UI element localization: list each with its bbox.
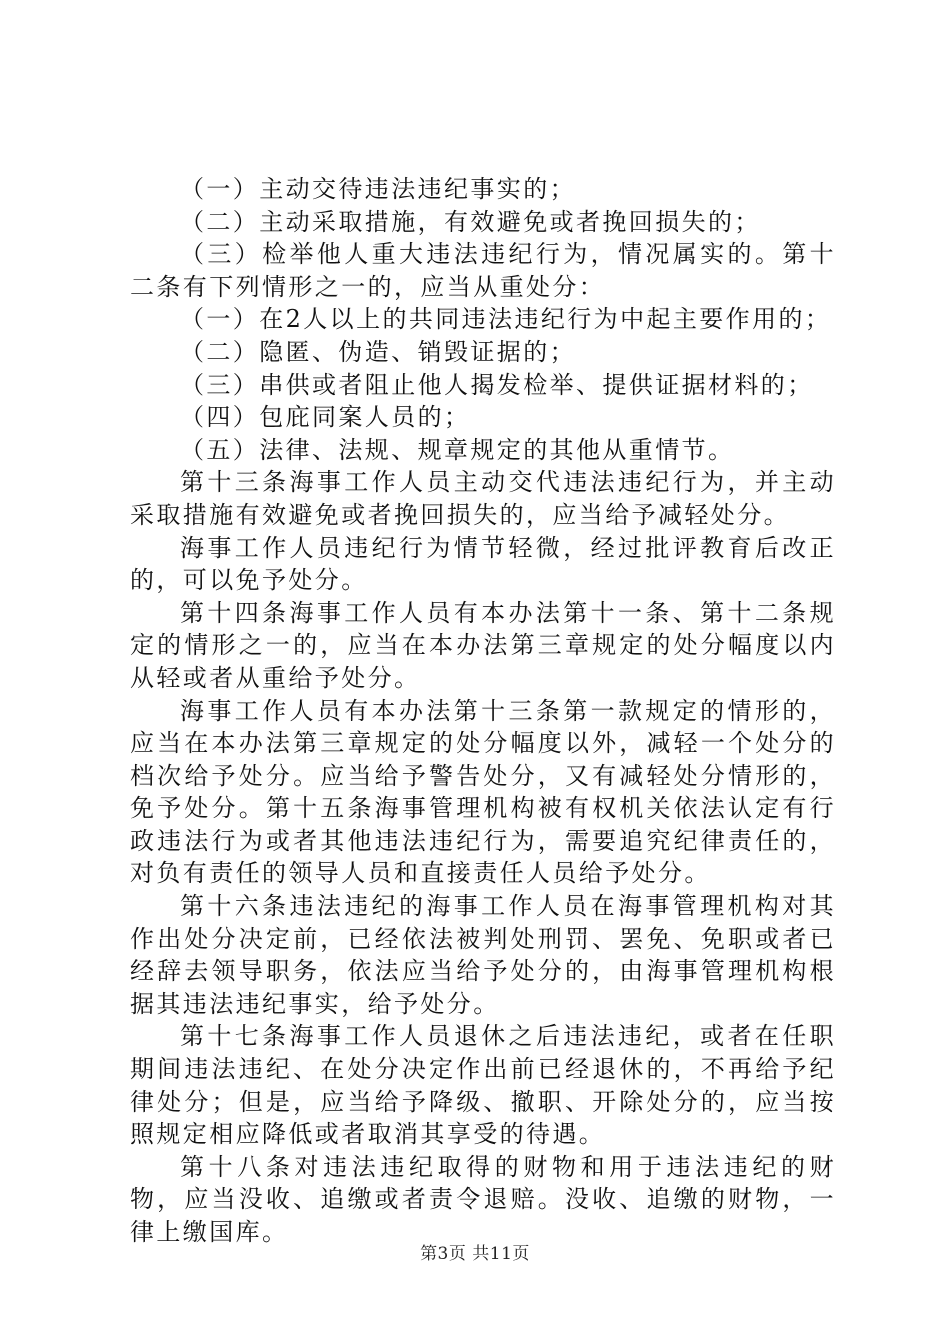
paragraph: （二）主动采取措施，有效避免或者挽回损失的； <box>180 207 761 236</box>
paragraph: （二）隐匿、伪造、销毁证据的； <box>180 337 576 366</box>
paragraph: （一）在2人以上的共同违法违纪行为中起主要作用的； <box>180 305 832 334</box>
paragraph: 第十七条海事工作人员退休之后违法违纪，或者在任职期间违法违纪、在处分决定作出前已经退休的，不再给予纪律处分；但是，应当给予降级、撤职、开除处分的，应当按照规定相应降低或者取消其享受的待遇。 <box>130 1022 836 1149</box>
paragraph: 第十四条海事工作人员有本办法第十一条、第十二条规定的情形之一的，应当在本办法第三章规定的处分幅度以内从轻或者从重给予处分。 <box>130 598 836 692</box>
paragraph: （五）法律、法规、规章规定的其他从重情节。 <box>180 435 735 464</box>
paragraph: 第十八条对违法违纪取得的财物和用于违法违纪的财物，应当没收、追缴或者责令退赔。没收、追缴的财物，一律上缴国库。 <box>130 1152 836 1246</box>
paragraph: （四）包庇同案人员的； <box>180 403 471 432</box>
paragraph: 第十三条海事工作人员主动交代违法违纪行为，并主动采取措施有效避免或者挽回损失的，应当给予减轻处分。 <box>130 468 836 529</box>
paragraph: 海事工作人员有本办法第十三条第一款规定的情形的，应当在本办法第三章规定的处分幅度以外，减轻一个处分的档次给予处分。应当给予警告处分，又有减轻处分情形的，免予处分。第十五条海事管理机构被有权机关依法认定有行政违法行为或者其他违法违纪行为，需要追究纪律责任的，对负有责任的领导人员和直接责任人员给予处分。 <box>130 696 836 888</box>
paragraph: 第十六条违法违纪的海事工作人员在海事管理机构对其作出处分决定前，已经依法被判处刑罚、罢免、免职或者已经辞去领导职务，依法应当给予处分的，由海事管理机构根据其违法违纪事实，给予处分。 <box>130 892 836 1018</box>
paragraph: （三）检举他人重大违法违纪行为，情况属实的。第十二条有下列情形之一的，应当从重处分： <box>130 240 836 301</box>
paragraph: （一）主动交待违法违纪事实的； <box>180 175 576 203</box>
page-number-label: 第3页 共11页 <box>420 1244 530 1264</box>
page-footer <box>0 1239 950 1264</box>
document-body <box>130 173 836 1249</box>
paragraph: （三）串供或者阻止他人揭发检举、提供证据材料的； <box>180 370 814 399</box>
paragraph: 海事工作人员违纪行为情节轻微，经过批评教育后改正的，可以免予处分。 <box>130 533 836 595</box>
